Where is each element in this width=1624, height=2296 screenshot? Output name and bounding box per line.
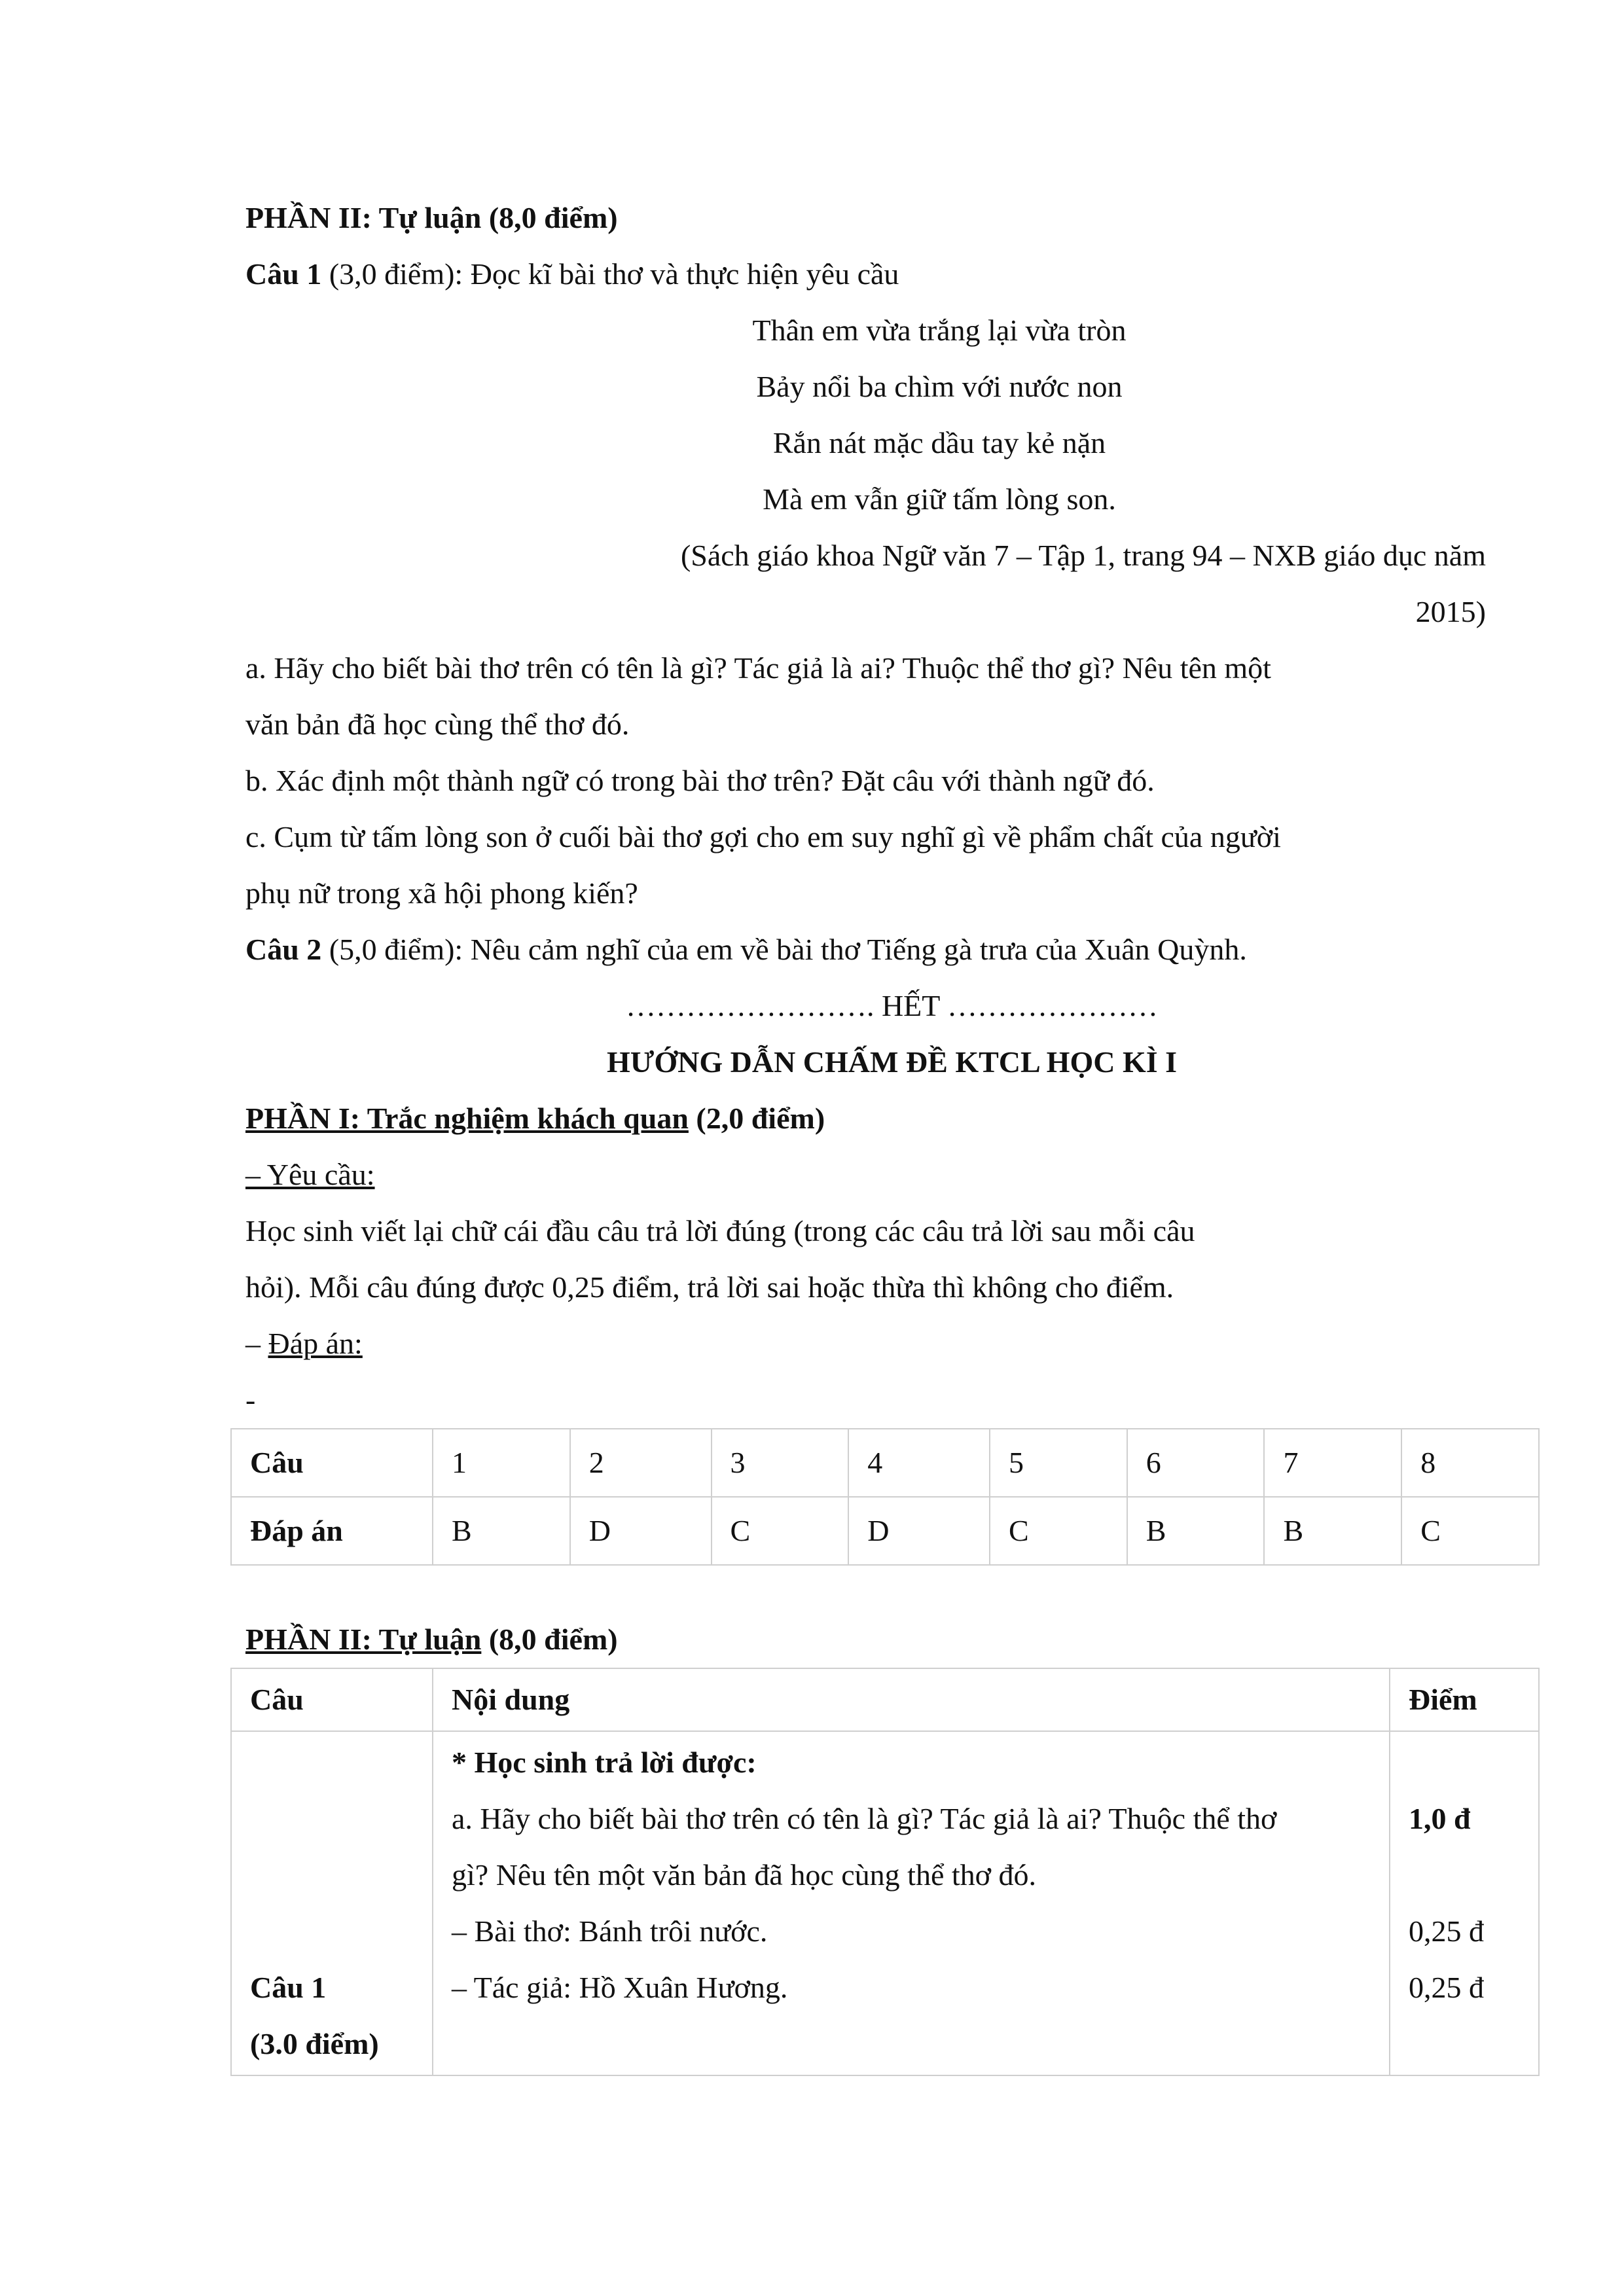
score-value: 0,25 đ xyxy=(1409,1971,1484,2004)
guide-title: HƯỚNG DẪN CHẤM ĐỀ KTCL HỌC KÌ I xyxy=(606,1045,1178,1079)
question-1 xyxy=(245,246,1538,302)
question-number: Câu 1 xyxy=(250,1971,327,2004)
part2-heading: PHẦN II: Tự luận (8,0 điểm) xyxy=(245,201,618,234)
content-item: – Tác giả: Hồ Xuân Hương. xyxy=(452,1971,788,2004)
table-cell: B xyxy=(1264,1497,1401,1565)
poem-line: Mà em vẫn giữ tấm lòng son. xyxy=(763,482,1116,516)
table-header-cell: Câu xyxy=(231,1429,433,1497)
table-cell: D xyxy=(570,1497,712,1565)
score-value: 1,0 đ xyxy=(1409,1802,1471,1835)
question-2-text: (5,0 điểm): Nêu cảm nghĩ của em về bài thơ Tiếng gà trưa của Xuân Quỳnh. xyxy=(321,933,1247,966)
question-c: c. Cụm từ tấm lòng son ở cuối bài thơ gợi cho em suy nghĩ gì về phẩm chất của người xyxy=(245,820,1281,853)
requirement-text-cont: hỏi). Mỗi câu đúng được 0,25 điểm, trả lời sai hoặc thừa thì không cho điểm. xyxy=(245,1270,1174,1304)
score-value: 0,25 đ xyxy=(1409,1914,1484,1948)
table-cell: 4 xyxy=(848,1429,990,1497)
question-a-cont: văn bản đã học cùng thể thơ đó. xyxy=(245,708,630,741)
table-header-cell: Điểm xyxy=(1390,1668,1539,1731)
table-header-cell: Đáp án xyxy=(231,1497,433,1565)
poem-source: (Sách giáo khoa Ngữ văn 7 – Tập 1, trang 94 – NXB giáo dục năm xyxy=(680,539,1486,572)
document-page xyxy=(245,190,1538,2076)
table-cell: D xyxy=(848,1497,990,1565)
content-question: a. Hãy cho biết bài thơ trên có tên là gì? Tác giả là ai? Thuộc thể thơ xyxy=(452,1802,1277,1835)
content-item: – Bài thơ: Bánh trôi nước. xyxy=(452,1914,768,1948)
table-cell: C xyxy=(1401,1497,1539,1565)
table-header-cell: Câu xyxy=(231,1668,433,1731)
guide-part2-title: PHẦN II: Tự luận xyxy=(245,1623,482,1656)
poem-line: Rắn nát mặc dầu tay kẻ nặn xyxy=(772,426,1106,459)
table-row xyxy=(231,1429,1539,1497)
score-cell xyxy=(1390,1731,1539,2075)
table-row xyxy=(231,1731,1539,2075)
table-cell: C xyxy=(712,1497,849,1565)
question-a: a. Hãy cho biết bài thơ trên có tên là gì? Tác giả là ai? Thuộc thể thơ gì? Nêu tên một xyxy=(245,651,1271,685)
poem-line: Thân em vừa trắng lại vừa tròn xyxy=(752,314,1127,347)
content-intro: * Học sinh trả lời được: xyxy=(452,1746,757,1779)
poem xyxy=(245,302,1267,528)
table-cell: 5 xyxy=(990,1429,1127,1497)
table-cell: 2 xyxy=(570,1429,712,1497)
requirement-text: Học sinh viết lại chữ cái đầu câu trả lời đúng (trong các câu trả lời sau mỗi câu xyxy=(245,1214,1195,1247)
table-cell: B xyxy=(1127,1497,1265,1565)
table-row xyxy=(231,1668,1539,1731)
guide-part2-points: (8,0 điểm) xyxy=(481,1623,618,1656)
guide-part2-heading xyxy=(245,1611,1538,1668)
question-c-cont: phụ nữ trong xã hội phong kiến? xyxy=(245,876,638,910)
table-cell: 6 xyxy=(1127,1429,1265,1497)
question-b: b. Xác định một thành ngữ có trong bài thơ trên? Đặt câu với thành ngữ đó. xyxy=(245,764,1155,797)
poem-source-year: 2015) xyxy=(1415,595,1486,628)
table-cell: B xyxy=(433,1497,570,1565)
question-cell xyxy=(231,1731,433,2075)
question-2 xyxy=(245,922,1538,978)
end-marker: ……………………. HẾT ………………… xyxy=(625,989,1159,1022)
guide-part1-title: PHẦN I: Trắc nghiệm khách quan xyxy=(245,1102,689,1135)
stray-dash: - xyxy=(245,1383,256,1416)
question-2-label: Câu 2 xyxy=(245,933,322,966)
table-cell: 7 xyxy=(1264,1429,1401,1497)
question-1-text: (3,0 điểm): Đọc kĩ bài thơ và thực hiện yêu cầu xyxy=(321,257,899,291)
guide-part1-points: (2,0 điểm) xyxy=(688,1102,825,1135)
answer-label-text: Đáp án: xyxy=(268,1327,363,1360)
table-cell: 1 xyxy=(433,1429,570,1497)
poem-line: Bảy nổi ba chìm với nước non xyxy=(756,370,1123,403)
table-row xyxy=(231,1497,1539,1565)
grading-table xyxy=(230,1668,1540,2076)
content-cell xyxy=(433,1731,1390,2075)
guide-part1-heading xyxy=(245,1090,1538,1147)
table-cell: C xyxy=(990,1497,1127,1565)
requirement-label: – Yêu cầu: xyxy=(245,1158,375,1191)
table-cell: 3 xyxy=(712,1429,849,1497)
question-points: (3.0 điểm) xyxy=(250,2027,379,2060)
answer-label xyxy=(245,1316,1538,1372)
content-question-cont: gì? Nêu tên một văn bản đã học cùng thể thơ đó. xyxy=(452,1858,1036,1892)
table-cell: 8 xyxy=(1401,1429,1539,1497)
question-1-label: Câu 1 xyxy=(245,257,322,291)
answer-label-dash: – xyxy=(245,1327,268,1360)
answer-key-table xyxy=(230,1428,1540,1566)
table-header-cell: Nội dung xyxy=(433,1668,1390,1731)
